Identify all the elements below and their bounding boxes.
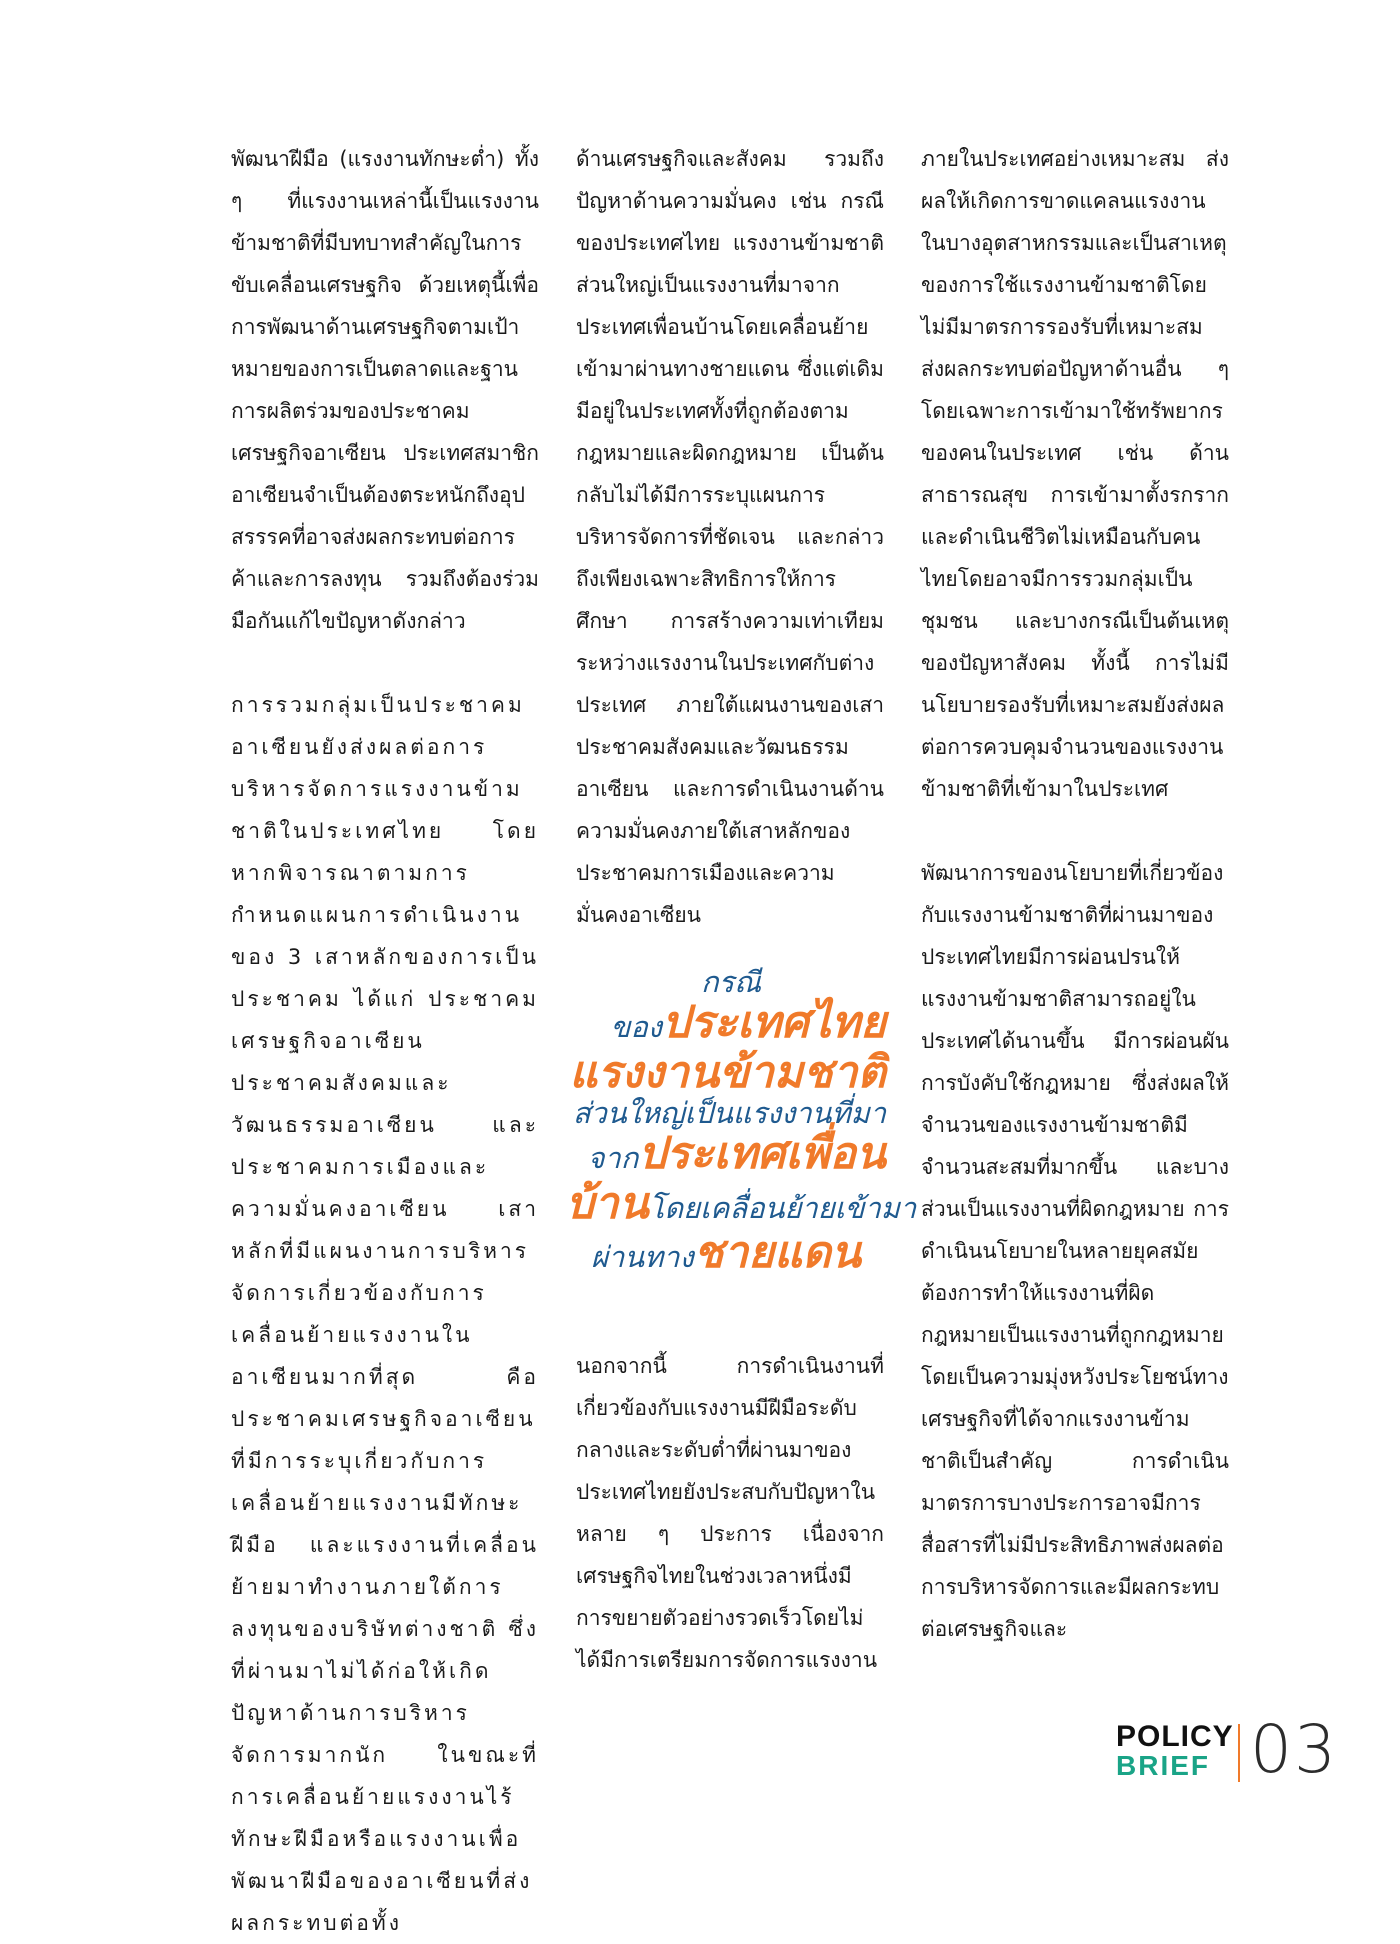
text-column-3: [921, 138, 1229, 1650]
pull-quote-highlight: บ้าน: [566, 1177, 649, 1229]
text-column-1: [231, 138, 539, 1944]
pull-quote-line: [566, 998, 886, 1047]
pull-quote-highlight: ประเทศไทย: [661, 997, 886, 1049]
footer-divider: [1238, 1724, 1240, 1782]
page-number: 03: [1250, 1711, 1338, 1788]
pull-quote-line: [566, 1228, 886, 1277]
pull-quote-line: [566, 1129, 886, 1178]
pull-quote-highlight: ประเทศเพื่อน: [638, 1128, 886, 1180]
paragraph: พัฒนาการของนโยบายที่เกี่ยวข้องกับแรงงานข้ามชาติที่ผ่านมาของประเทศไทยมีการผ่อนปรนให้แรงงานข้ามชาติสามารถอยู่ในประเทศได้นานขึ้น มีการผ่อนผันการบังคับใช้กฎหมาย ซึ่งส่งผลให้จำนวนของแรงงานข้ามชาติมีจำนวนสะสมที่มากขึ้น และบางส่วนเป็นแรงงานที่ผิดกฎหมาย การดำเนินนโยบายในหลายยุคสมัยต้องการทำให้แรงงานที่ผิดกฎหมายเป็นแรงงานที่ถูกกฎหมายโดยเป็นความมุ่งหวังประโยชน์ทางเศรษฐกิจที่ได้จากแรงงานข้ามชาติเป็นสำคัญ การดำเนินมาตรการบางประการอาจมีการสื่อสารที่ไม่มีประสิทธิภาพส่งผลต่อการบริหารจัดการและมีผลกระทบต่อเศรษฐกิจและ: [921, 861, 1229, 1641]
text-column-2-continued: [576, 1345, 884, 1681]
pull-quote-text: โดยเคลื่อนย้ายเข้ามา: [648, 1190, 917, 1225]
paragraph: การรวมกลุ่มเป็นประชาคมอาเซียนยังส่งผลต่อการบริหารจัดการแรงงานข้ามชาติในประเทศไทย โดยหากพิจารณาตามการกำหนดแผนการดำเนินงานของ 3 เสาหลักของการเป็นประชาคม ได้แก่ ประชาคมเศรษฐกิจอาเซียน ประชาคมสังคมและวัฒนธรรมอาเซียน และประชาคมการเมืองและความมั่นคงอาเซียน เสาหลักที่มีแผนงานการบริหารจัดการเกี่ยวข้องกับการเคลื่อนย้ายแรงงานในอาเซียนมากที่สุด คือ ประชาคมเศรษฐกิจอาเซียน ที่มีการระบุเกี่ยวกับการเคลื่อนย้ายแรงงานมีทักษะฝีมือ และแรงงานที่เคลื่อนย้ายมาทำงานภายใต้การลงทุนของบริษัทต่างชาติ ซึ่งที่ผ่านมาไม่ได้ก่อให้เกิดปัญหาด้านการบริหารจัดการมากนัก ในขณะที่การเคลื่อนย้ายแรงงานไร้ทักษะฝีมือหรือแรงงานเพื่อพัฒนาฝีมือของอาเซียนที่ส่งผลกระทบต่อทั้ง: [231, 693, 539, 1935]
pull-quote-text: ผ่านทาง: [590, 1240, 694, 1274]
policy-brief-logo-policy: POLICY: [1116, 1720, 1234, 1753]
pull-quote-highlight: ชายแดน: [693, 1227, 862, 1278]
page-footer: [1116, 1711, 1346, 1788]
paragraph: ภายในประเทศอย่างเหมาะสม ส่งผลให้เกิดการขาดแคลนแรงงานในบางอุตสาหกรรมและเป็นสาเหตุของการใช้แรงงานข้ามชาติโดยไม่มีมาตรการรองรับที่เหมาะสม ส่งผลกระทบต่อปัญหาด้านอื่น ๆ โดยเฉพาะการเข้ามาใช้ทรัพยากรของคนในประเทศ เช่น ด้านสาธารณสุข การเข้ามาตั้งรกรากและดำเนินชีวิตไม่เหมือนกับคนไทยโดยอาจมีการรวมกลุ่มเป็นชุมชน และบางกรณีเป็นต้นเหตุของปัญหาสังคม ทั้งนี้ การไม่มีนโยบายรองรับที่เหมาะสมยังส่งผลต่อการควบคุมจำนวนของแรงงานข้ามชาติที่เข้ามาในประเทศ: [921, 147, 1229, 801]
paragraph: นอกจากนี้ การดำเนินงานที่เกี่ยวข้องกับแรงงานมีฝีมือระดับกลางและระดับต่ำที่ผ่านมาของประเทศไทยยังประสบกับปัญหาในหลาย ๆ ประการ เนื่องจากเศรษฐกิจไทยในช่วงเวลาหนึ่งมีการขยายตัวอย่างรวดเร็วโดยไม่ได้มีการเตรียมการจัดการแรงงาน: [576, 1354, 884, 1672]
pull-quote-line: [566, 1177, 917, 1229]
pull-quote-text: ของ: [610, 1010, 662, 1045]
pull-quote-line: กรณี: [700, 965, 762, 999]
pull-quote-line: ส่วนใหญ่เป็นแรงงานที่มา: [572, 1096, 886, 1130]
pull-quote-text: จาก: [587, 1141, 639, 1176]
pull-quote-highlight: แรงงานข้ามชาติ: [569, 1046, 886, 1098]
policy-brief-logo-brief: BRIEF: [1116, 1750, 1210, 1781]
text-column-2: [576, 138, 884, 936]
paragraph: พัฒนาฝีมือ (แรงงานทักษะต่ำ) ทั้ง ๆ ที่แรงงานเหล่านี้เป็นแรงงานข้ามชาติที่มีบทบาทสำคัญในการขับเคลื่อนเศรษฐกิจ ด้วยเหตุนี้เพื่อการพัฒนาด้านเศรษฐกิจตามเป้าหมายของการเป็นตลาดและฐานการผลิตร่วมของประชาคมเศรษฐกิจอาเซียน ประเทศสมาชิกอาเซียนจำเป็นต้องตระหนักถึงอุปสรรรคที่อาจส่งผลกระทบต่อการค้าและการลงทุน รวมถึงต้องร่วมมือกันแก้ไขปัญหาดังกล่าว: [231, 147, 539, 633]
paragraph: ด้านเศรษฐกิจและสังคม รวมถึงปัญหาด้านความมั่นคง เช่น กรณีของประเทศไทย แรงงานข้ามชาติส่วนใหญ่เป็นแรงงานที่มาจากประเทศเพื่อนบ้านโดยเคลื่อนย้ายเข้ามาผ่านทางชายแดน ซึ่งแต่เดิมมีอยู่ในประเทศทั้งที่ถูกต้องตามกฎหมายและผิดกฎหมาย เป็นต้น กลับไม่ได้มีการระบุแผนการบริหารจัดการที่ชัดเจน และกล่าวถึงเพียงเฉพาะสิทธิการให้การศึกษา การสร้างความเท่าเทียมระหว่างแรงงานในประเทศกับต่างประเทศ ภายใต้แผนงานของเสาประชาคมสังคมและวัฒนธรรมอาเซียน และการดำเนินงานด้านความมั่นคงภายใต้เสาหลักของประชาคมการเมืองและความมั่นคงอาเซียน: [576, 147, 884, 927]
pull-quote: [566, 965, 917, 1278]
